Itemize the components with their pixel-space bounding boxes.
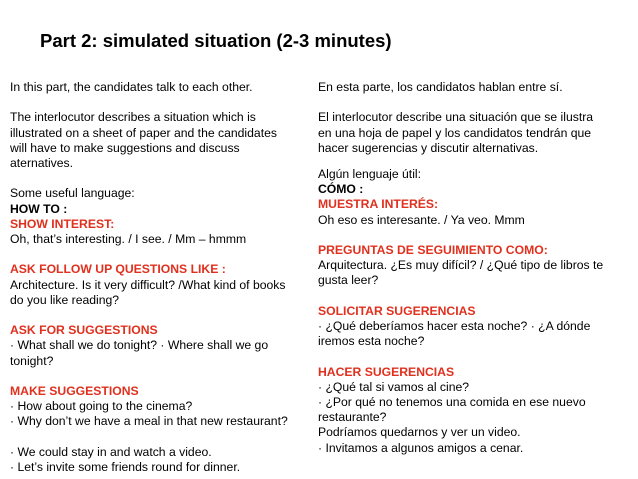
description-line: aternatives. — [10, 156, 74, 170]
show-interest-heading: SHOW INTEREST: — [10, 216, 115, 231]
ask-suggestions-text: iremos esta noche? — [318, 334, 425, 349]
make-suggestions-heading: MAKE SUGGESTIONS — [10, 383, 139, 398]
make-suggestions-item: · Invitamos a algunos amigos a cenar. — [318, 440, 524, 455]
make-suggestions-heading: HACER SUGERENCIAS — [318, 364, 455, 379]
make-suggestions-item: · ¿Qué tal si vamos al cine? — [318, 379, 470, 394]
make-suggestions-item: restaurante? — [318, 410, 387, 425]
description-line: en una hoja de papel y los candidatos tendrán que — [318, 125, 592, 140]
make-suggestions-item: · ¿Por qué no tenemos una comida en ese nuevo — [318, 395, 586, 409]
follow-up-heading: ASK FOLLOW UP QUESTIONS LIKE : — [10, 262, 226, 277]
spanish-column — [318, 80, 630, 456]
make-suggestions-item: Podríamos quedarnos y ver un video. — [318, 425, 521, 440]
english-column — [10, 80, 308, 475]
show-interest-text: Oh, that’s interesting. / I see. / Mm – hmmm — [10, 232, 247, 246]
intro-text: En esta parte, los candidatos hablan entre sí. — [318, 80, 563, 94]
make-suggestions-item: · We could stay in and watch a video. — [10, 444, 212, 459]
ask-suggestions-heading: ASK FOR SUGGESTIONS — [10, 323, 158, 338]
useful-language-label: Algún lenguaje útil: — [318, 167, 421, 181]
description-line: El interlocutor describe una situación que se ilustra — [318, 110, 594, 125]
page-title: Part 2: simulated situation (2-3 minutes) — [40, 30, 392, 51]
ask-suggestions-heading: SOLICITAR SUGERENCIAS — [318, 303, 476, 318]
follow-up-text: gusta leer? — [318, 273, 379, 288]
description-line: hacer sugerencias y discutir alternativas. — [318, 140, 539, 155]
show-interest-heading: MUESTRA INTERÉS: — [318, 197, 439, 212]
follow-up-text: Architecture. Is it very difficult? /What kind of books — [10, 277, 286, 292]
description-line: The interlocutor describes a situation which is — [10, 110, 256, 125]
description-line: will have to make suggestions and discuss — [10, 140, 240, 155]
make-suggestions-item: · Let’s invite some friends round for dinner. — [10, 459, 241, 474]
ask-suggestions-text: · What shall we do tonight? · Where shall we go — [10, 338, 269, 353]
follow-up-text: Arquitectura. ¿Es muy difícil? / ¿Qué tipo de libros te — [318, 258, 604, 273]
useful-language-label: Some useful language: — [10, 186, 135, 201]
intro-text: In this part, the candidates talk to each other. — [10, 80, 253, 94]
description-line: illustrated on a sheet of paper and the candidates — [10, 125, 277, 140]
follow-up-heading: PREGUNTAS DE SEGUIMIENTO COMO: — [318, 243, 548, 257]
how-to-heading: HOW TO : — [10, 201, 68, 216]
show-interest-text: Oh eso es interesante. / Ya veo. Mmm — [318, 212, 525, 227]
ask-suggestions-text: · ¿Qué deberíamos hacer esta noche? · ¿A dónde — [318, 319, 591, 333]
ask-suggestions-text: tonight? — [10, 353, 54, 368]
follow-up-text: do you like reading? — [10, 292, 120, 307]
make-suggestions-item: · How about going to the cinema? — [10, 399, 193, 414]
how-to-heading: CÓMO : — [318, 182, 364, 197]
make-suggestions-item: · Why don’t we have a meal in that new restaurant? — [10, 414, 288, 429]
